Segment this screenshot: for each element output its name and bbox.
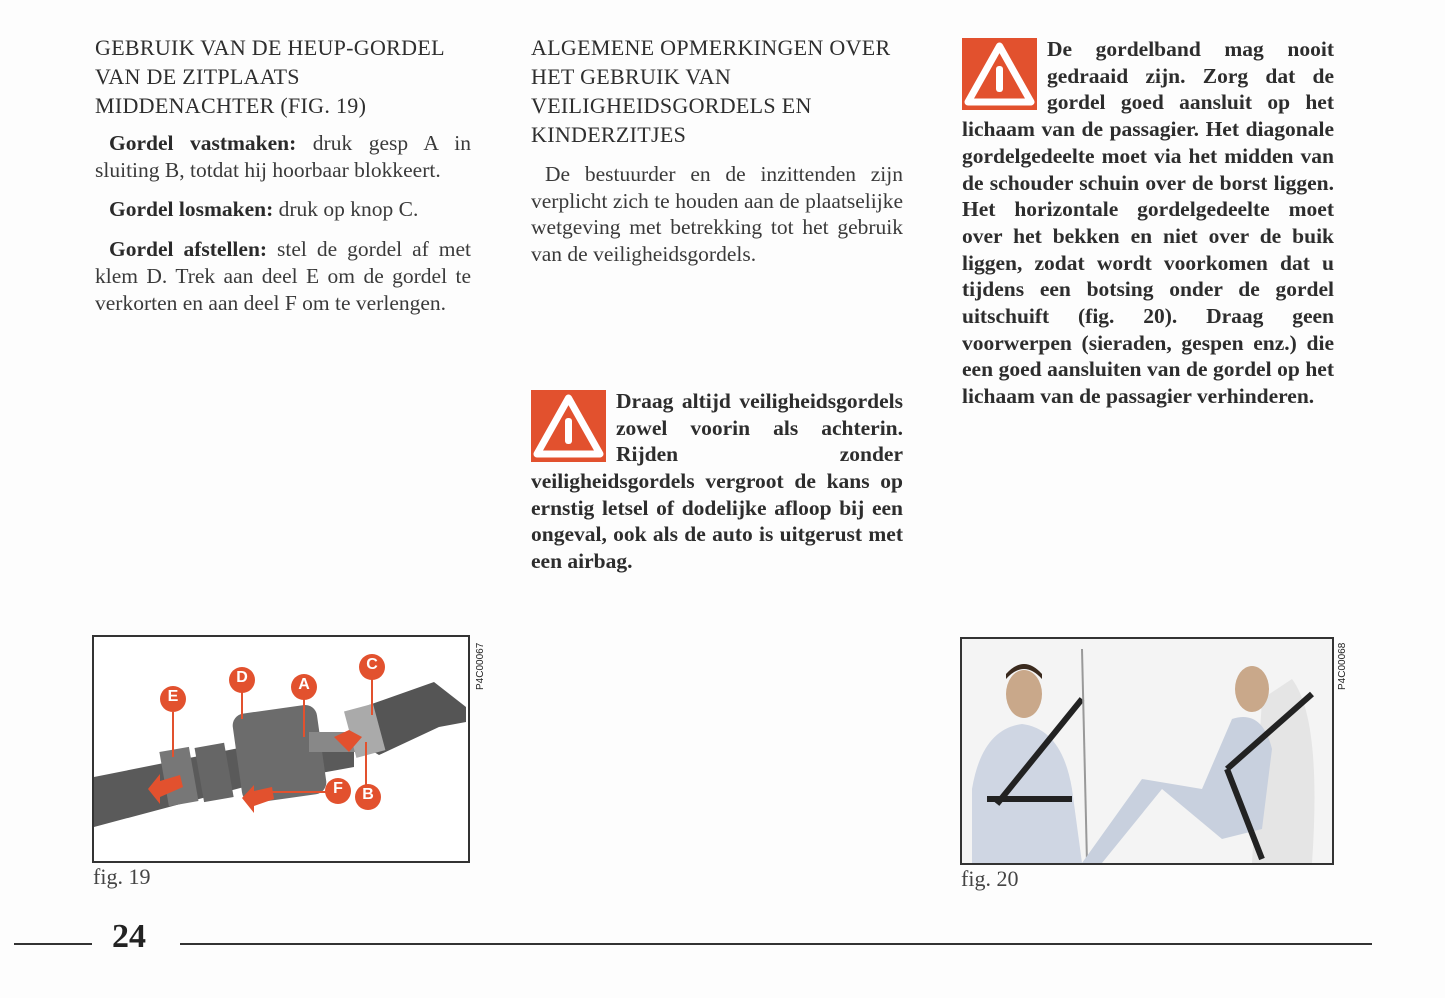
- label-f: F: [333, 780, 343, 797]
- text-release: druk op knop C.: [273, 197, 419, 222]
- warning-belt-twisted: [962, 36, 1334, 410]
- label-a: A: [298, 676, 310, 693]
- warning-text: De gordelband mag nooit gedraaid zijn. Zorg dat de gordel goed aansluit op het lichaam van de passagier. Het diagonale gordelgedeelte moet via het midden van de schouder schuin over de borst liggen. Het horizontale gordelgedeelte moet over het bekken en niet over de buik liggen, zodat wordt voorkomen dat u tijdens een botsing onder de gordel uitschuift (fig. 20). Draag geen voorwerpen (sieraden, gespen enz.) die een goed aansluiten van de gordel op het lichaam van de passagier verhinderen.: [962, 37, 1334, 409]
- figure-19-caption: fig. 19: [93, 864, 151, 889]
- section-heading-general: ALGEMENE OPMERKINGEN OVER HET GEBRUIK VAN VEILIGHEIDSGORDELS EN KINDERZITJES: [531, 35, 891, 147]
- figure-code: P4C00068: [1337, 642, 1348, 690]
- label-d: D: [236, 669, 248, 686]
- term-release: Gordel losmaken:: [109, 197, 274, 222]
- term-adjust: Gordel afstellen:: [109, 237, 268, 262]
- footer-rule-left: [14, 943, 92, 945]
- warning-triangle-icon: [962, 38, 1037, 110]
- column-middle: [531, 33, 903, 575]
- paragraph-adjust: [95, 236, 471, 316]
- paragraph-legislation: De bestuurder en de inzittenden zijn verplicht zich te houden aan de plaatselijke wetgeving met betrekking tot het gebruik van de veiligheidsgordels.: [531, 162, 903, 267]
- section-heading-lap-belt: GEBRUIK VAN DE HEUP-GORDEL VAN DE ZITPLAATS MIDDENACHTER (FIG. 19): [95, 35, 445, 118]
- belt-buckle-illustration: [94, 637, 468, 861]
- warning-text: Draag altijd veiligheidsgordels zowel voorin als achterin. Rijden zonder veiligheidsgordels vergroot de kans op ernstig letsel of dodelijke afloop bij een ongeval, ook als de auto is uitgerust met een airbag.: [531, 388, 903, 574]
- warning-wear-belts: [531, 388, 903, 575]
- figure-19-belt-buckle: [92, 635, 470, 863]
- paragraph-fasten: [95, 130, 471, 183]
- figure-code: P4C00067: [475, 642, 486, 690]
- figure-20-caption: fig. 20: [961, 866, 1019, 891]
- page-number: 24: [112, 918, 146, 955]
- figure-20-seated-passengers: [960, 637, 1334, 865]
- text-fasten: druk gesp A in sluiting B, totdat hij hoorbaar blokkeert.: [95, 131, 471, 182]
- text-adjust: stel de gordel af met klem D. Trek aan deel E om de gordel te verkorten en aan deel F om te verlengen.: [95, 237, 471, 315]
- warning-triangle-icon: [531, 390, 606, 462]
- label-c: C: [366, 656, 378, 673]
- label-e: E: [167, 688, 179, 705]
- label-b: B: [362, 786, 374, 803]
- column-right: [962, 36, 1334, 410]
- term-fasten: Gordel vastmaken:: [109, 131, 297, 155]
- column-left: [95, 33, 471, 316]
- footer-rule-right: [180, 943, 1372, 945]
- paragraph-release: [95, 196, 471, 223]
- passenger-illustration: [962, 639, 1332, 863]
